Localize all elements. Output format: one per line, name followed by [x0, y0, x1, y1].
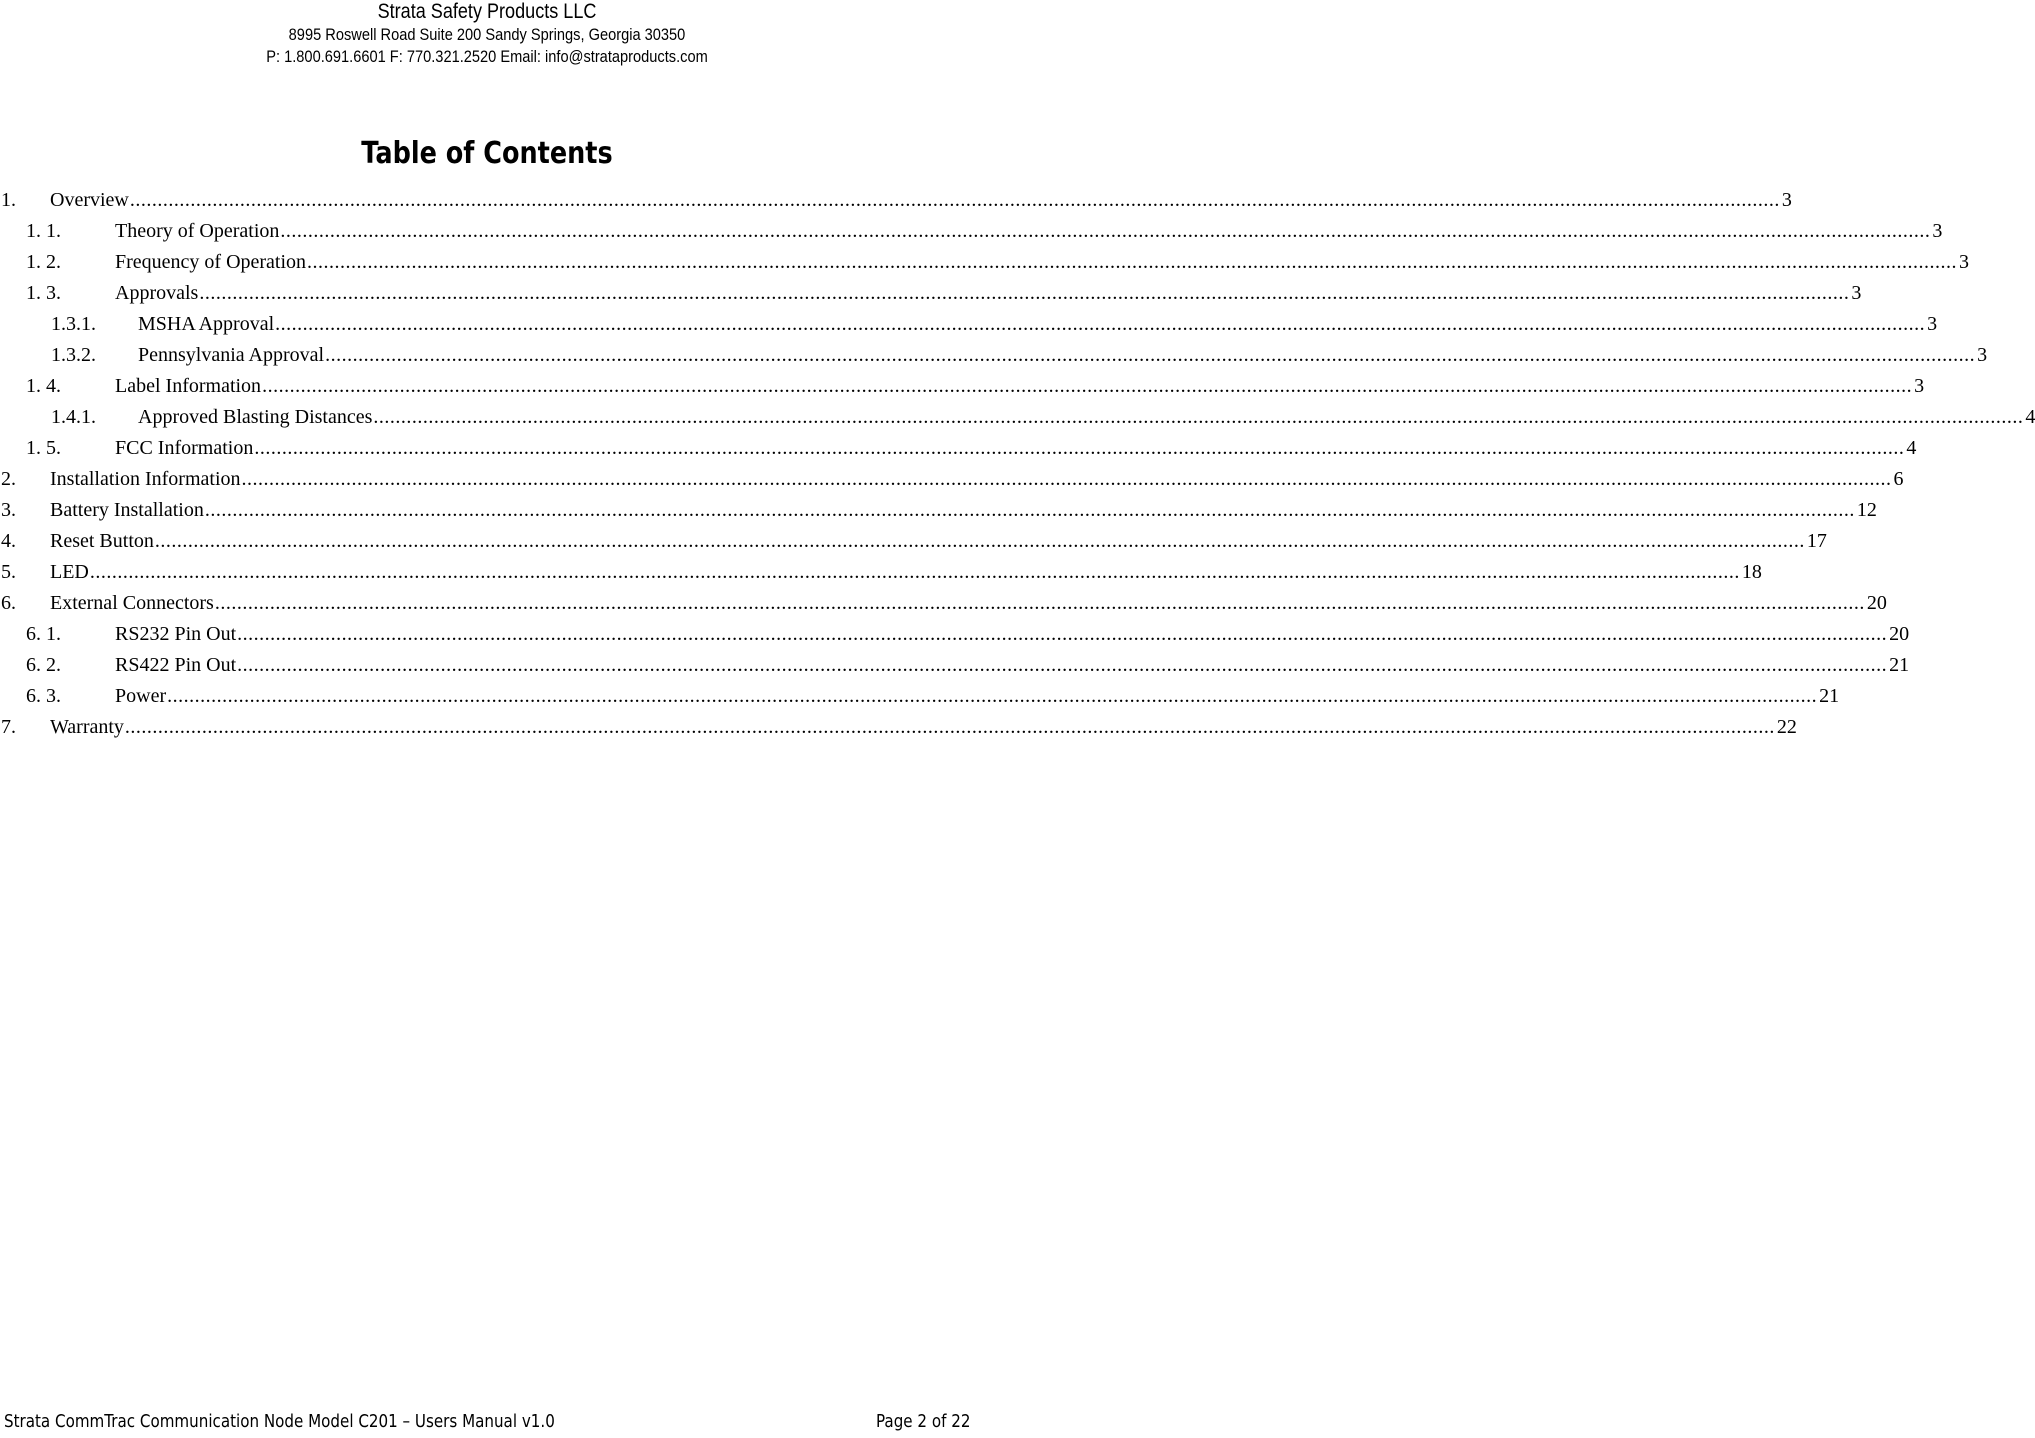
page-header — [68, 0, 906, 68]
toc-entry-page: 6 — [1893, 468, 1904, 490]
toc-entry-number: 6. 1. — [26, 623, 61, 645]
toc-entry-number: 1. 3. — [26, 282, 61, 304]
company-contact: P: 1.800.691.6601 F: 770.321.2520 Email: info@strataproducts.com — [266, 47, 708, 66]
toc-leader-dots: ............................................................................................................................................................................................................................................................................................................ — [124, 716, 1775, 738]
toc-leader-dots: ............................................................................................................................................................................................................................................................................................................ — [204, 499, 1855, 521]
toc-entry-title[interactable]: Installation Information — [50, 468, 241, 490]
toc-entry-title[interactable]: Battery Installation — [50, 499, 204, 521]
toc-leader-dots: ............................................................................................................................................................................................................................................................................................................ — [373, 406, 2024, 428]
toc-leader-dots: ............................................................................................................................................................................................................................................................................................................ — [275, 313, 1926, 335]
company-address: 8995 Roswell Road Suite 200 Sandy Springs, Georgia 30350 — [288, 25, 686, 44]
toc-entry-number: 1.4.1. — [51, 406, 96, 428]
toc-entry-title[interactable]: Warranty — [50, 716, 124, 738]
toc-entry-title[interactable]: FCC Information — [115, 437, 254, 459]
toc-entry-title[interactable]: Label Information — [115, 375, 262, 397]
toc-entry[interactable] — [0, 464, 1904, 495]
toc-entry-page: 3 — [1959, 251, 1970, 273]
toc-entry[interactable] — [0, 526, 1827, 557]
toc-leader-dots: ............................................................................................................................................................................................................................................................................................................ — [262, 375, 1913, 397]
toc-entry[interactable] — [0, 495, 1877, 526]
toc-entry-page: 3 — [1914, 375, 1925, 397]
toc-leader-dots: ............................................................................................................................................................................................................................................................................................................ — [167, 685, 1818, 707]
toc-entry-number: 2. — [1, 468, 16, 490]
toc-entry-title[interactable]: Approved Blasting Distances — [138, 406, 373, 428]
toc-leader-dots: ............................................................................................................................................................................................................................................................................................................ — [307, 251, 1958, 273]
toc-entry-title[interactable]: Theory of Operation — [115, 220, 280, 242]
toc-entry-title[interactable]: Frequency of Operation — [115, 251, 307, 273]
toc-entry[interactable] — [0, 650, 1910, 681]
toc-entry-number: 6. — [1, 592, 16, 614]
toc-entry-page: 22 — [1776, 716, 1797, 738]
company-name: Strata Safety Products LLC — [377, 0, 597, 23]
toc-entry-page: 12 — [1856, 499, 1877, 521]
toc-entry-page: 3 — [1977, 344, 1988, 366]
toc-entry-number: 4. — [1, 530, 16, 552]
toc-entry-title[interactable]: Reset Button — [50, 530, 154, 552]
toc-entry-title[interactable]: RS232 Pin Out — [115, 623, 237, 645]
footer-document-title: Strata CommTrac Communication Node Model C201 – Users Manual v1.0 — [4, 1411, 555, 1432]
toc-entry[interactable] — [0, 247, 1970, 278]
toc-entry[interactable] — [0, 557, 1762, 588]
toc-entry[interactable] — [0, 712, 1797, 743]
toc-entry[interactable] — [0, 278, 1862, 309]
toc-entry[interactable] — [0, 185, 1792, 216]
toc-entry-page: 21 — [1819, 685, 1840, 707]
toc-entry-number: 1. — [1, 189, 16, 211]
toc-entry-page: 17 — [1806, 530, 1827, 552]
toc-entry[interactable] — [0, 340, 1988, 371]
toc-entry-number: 6. 2. — [26, 654, 61, 676]
toc-entry-number: 1. 2. — [26, 251, 61, 273]
toc-entry-number: 1. 4. — [26, 375, 61, 397]
toc-leader-dots: ............................................................................................................................................................................................................................................................................................................ — [214, 592, 1865, 614]
toc-title: Table of Contents — [361, 136, 613, 171]
toc-leader-dots: ............................................................................................................................................................................................................................................................................................................ — [241, 468, 1892, 490]
toc-leader-dots: ............................................................................................................................................................................................................................................................................................................ — [254, 437, 1905, 459]
toc-entry-number: 1.3.2. — [51, 344, 96, 366]
toc-entry-title[interactable]: RS422 Pin Out — [115, 654, 237, 676]
footer-page-number: Page 2 of 22 — [875, 1411, 970, 1432]
toc-entry-page: 3 — [1851, 282, 1862, 304]
toc-entry-page: 20 — [1866, 592, 1887, 614]
toc-entry-number: 6. 3. — [26, 685, 61, 707]
toc-entry[interactable] — [0, 371, 1925, 402]
toc-leader-dots: ............................................................................................................................................................................................................................................................................................................ — [325, 344, 1976, 366]
toc-entry-number: 7. — [1, 716, 16, 738]
table-of-contents — [0, 185, 2035, 743]
toc-entry-page: 18 — [1741, 561, 1762, 583]
toc-entry-page: 21 — [1889, 654, 1910, 676]
toc-entry[interactable] — [0, 588, 1887, 619]
toc-entry-title[interactable]: Overview — [50, 189, 129, 211]
toc-entry[interactable] — [0, 216, 1943, 247]
toc-entry-number: 5. — [1, 561, 16, 583]
toc-entry-page: 4 — [2025, 406, 2035, 428]
toc-leader-dots: ............................................................................................................................................................................................................................................................................................................ — [89, 561, 1740, 583]
toc-leader-dots: ............................................................................................................................................................................................................................................................................................................ — [237, 623, 1888, 645]
toc-entry-page: 20 — [1889, 623, 1910, 645]
toc-entry-title[interactable]: MSHA Approval — [138, 313, 275, 335]
toc-entry[interactable] — [0, 309, 1938, 340]
toc-entry-page: 4 — [1906, 437, 1917, 459]
toc-leader-dots: ............................................................................................................................................................................................................................................................................................................ — [237, 654, 1888, 676]
toc-entry-number: 1. 1. — [26, 220, 61, 242]
toc-entry[interactable] — [0, 402, 2035, 433]
toc-entry-title[interactable]: Pennsylvania Approval — [138, 344, 325, 366]
toc-leader-dots: ............................................................................................................................................................................................................................................................................................................ — [154, 530, 1805, 552]
toc-entry-page: 3 — [1927, 313, 1938, 335]
toc-entry-number: 1. 5. — [26, 437, 61, 459]
toc-entry[interactable] — [0, 433, 1917, 464]
toc-leader-dots: ............................................................................................................................................................................................................................................................................................................ — [199, 282, 1850, 304]
toc-entry-number: 3. — [1, 499, 16, 521]
toc-entry[interactable] — [0, 681, 1840, 712]
page-footer — [0, 1408, 974, 1438]
toc-entry-page: 3 — [1932, 220, 1943, 242]
toc-entry-title[interactable]: Power — [115, 685, 167, 707]
toc-entry-title[interactable]: LED — [50, 561, 89, 583]
toc-entry-page: 3 — [1781, 189, 1792, 211]
toc-entry-title[interactable]: Approvals — [115, 282, 199, 304]
toc-entry[interactable] — [0, 619, 1910, 650]
toc-entry-number: 1.3.1. — [51, 313, 96, 335]
toc-leader-dots: ............................................................................................................................................................................................................................................................................................................ — [280, 220, 1931, 242]
toc-leader-dots: ............................................................................................................................................................................................................................................................................................................ — [129, 189, 1780, 211]
toc-entry-title[interactable]: External Connectors — [50, 592, 214, 614]
